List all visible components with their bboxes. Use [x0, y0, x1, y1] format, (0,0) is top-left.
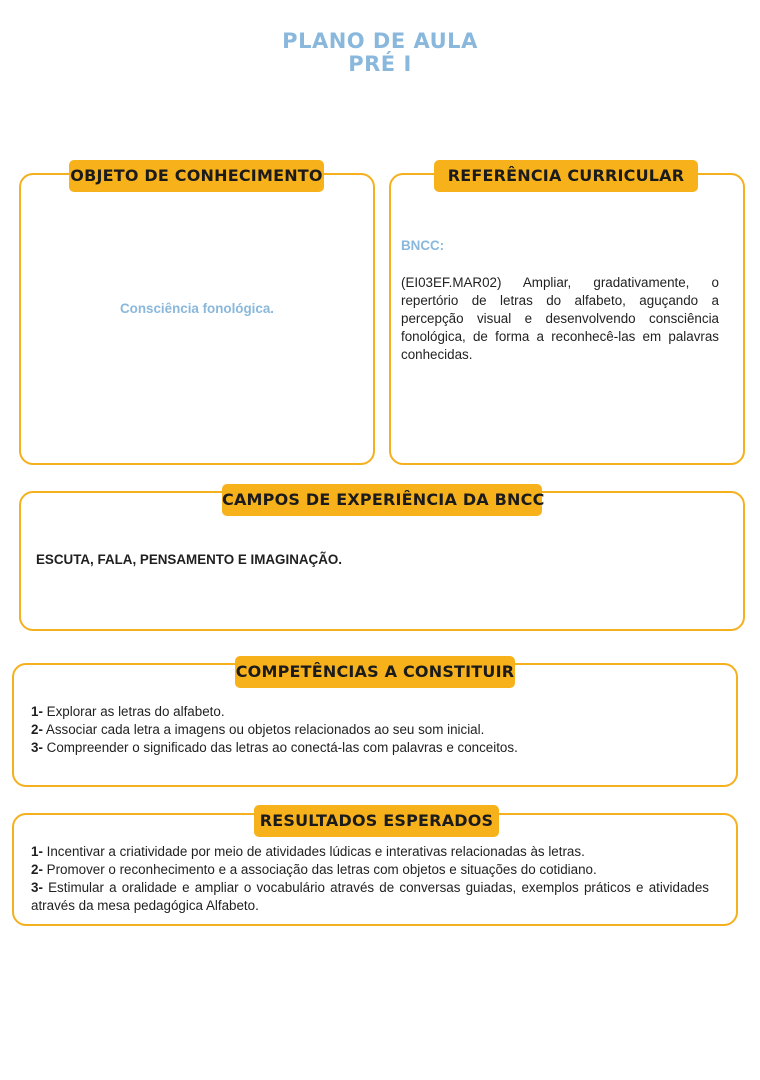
objeto-content: Consciência fonológica.	[119, 301, 275, 316]
list-item: 1- Explorar as letras do alfabeto.	[31, 704, 225, 719]
competencias-heading: COMPETÊNCIAS A CONSTITUIR	[235, 656, 515, 688]
list-item: 2- Promover o reconhecimento e a associação das letras com objetos e situações do cotidiano.	[31, 862, 597, 877]
resultados-heading: RESULTADOS ESPERADOS	[254, 805, 499, 837]
list-item: 3- Estimular a oralidade e ampliar o vocabulário através de conversas guiadas, exemplos práticos e atividades através da mesa pedagógica Alfabeto.	[31, 880, 709, 913]
campos-heading: CAMPOS DE EXPERIÊNCIA DA BNCC	[222, 484, 542, 516]
referencia-heading: REFERÊNCIA CURRICULAR	[434, 160, 698, 192]
objeto-box	[19, 173, 375, 465]
competencias-list	[31, 703, 721, 757]
list-item: 1- Incentivar a criatividade por meio de atividades lúdicas e interativas relacionadas às letras.	[31, 844, 585, 859]
referencia-content: (EI03EF.MAR02) Ampliar, gradativamente, o repertório de letras do alfabeto, aguçando a percepção visual e desenvolvendo consciência fonológica, de forma a reconhecê-las em palavras conhecidas.	[401, 275, 719, 362]
list-item: 3- Compreender o significado das letras ao conectá-las com palavras e conceitos.	[31, 740, 518, 755]
page-title	[0, 30, 760, 76]
campos-content: ESCUTA, FALA, PENSAMENTO E IMAGINAÇÃO.	[36, 552, 343, 567]
list-item: 2- Associar cada letra a imagens ou objetos relacionados ao seu som inicial.	[31, 722, 485, 737]
resultados-list	[31, 843, 709, 915]
page-title-line2: PRÉ I	[348, 52, 412, 76]
page-title-line1: PLANO DE AULA	[282, 29, 478, 53]
referencia-label: BNCC:	[401, 238, 445, 253]
objeto-heading: OBJETO DE CONHECIMENTO	[69, 160, 324, 192]
